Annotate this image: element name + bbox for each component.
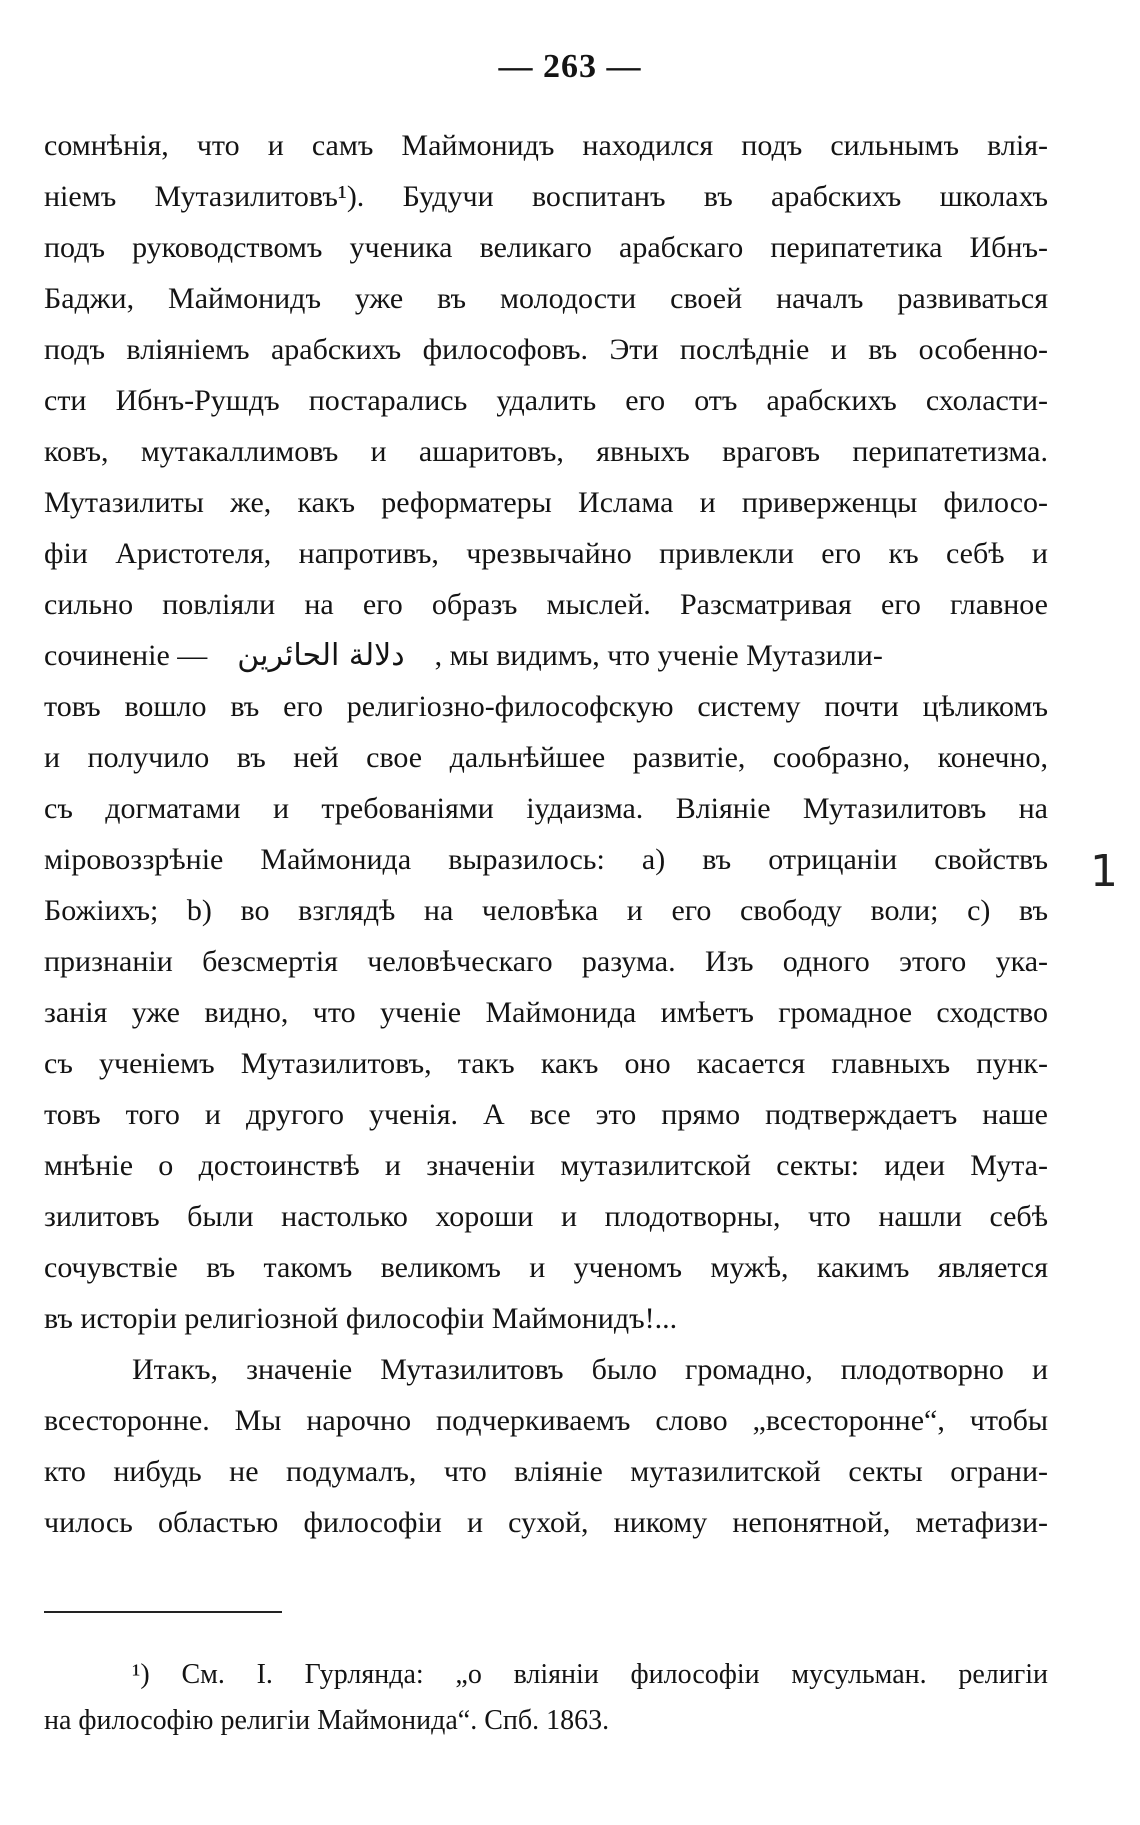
text-line: Мутазилиты же, какъ реформатеры Ислама и приверженцы филосо- (44, 486, 1048, 519)
text-line: сильно повліяли на его образъ мыслей. Разсматривая его главное (44, 588, 1048, 621)
text-line: кто нибудь не подумалъ, что вліяніе мутазилитской секты ограни- (44, 1455, 1048, 1488)
arabic-title: دلالة الحائرين (237, 638, 405, 673)
text-line: фіи Аристотеля, напротивъ, чрезвычайно привлекли его къ себѣ и (44, 537, 1048, 570)
text-line: и получило въ ней свое дальнѣйшее развитіе, сообразно, конечно, (44, 741, 1048, 774)
body-text (44, 120, 1048, 1548)
text-line: товъ вошло въ его религіозно-философскую систему почти цѣликомъ (44, 690, 1048, 723)
text-line: подъ вліяніемъ арабскихъ философовъ. Эти послѣдніе и въ особенно- (44, 333, 1048, 366)
text-line: ковъ, мутакаллимовъ и ашаритовъ, явныхъ враговъ перипатетизма. (44, 435, 1048, 468)
text-line: сочувствіе въ такомъ великомъ и ученомъ мужѣ, какимъ является (44, 1251, 1048, 1284)
text-line: Баджи, Маймонидъ уже въ молодости своей началъ развиваться (44, 282, 1048, 315)
text-line: съ догматами и требованіями іудаизма. Вліяніе Мутазилитовъ на (44, 792, 1048, 825)
footnote-text: См. I. Гурлянда: „о вліяніи философіи мусульман. религіи (181, 1659, 1048, 1690)
text-segment: , мы видимъ, что ученіе Мутазили- (434, 639, 883, 672)
text-line: признаніи безсмертія человѣческаго разума. Изъ одного этого ука- (44, 945, 1048, 978)
text-line-with-arabic (44, 630, 1048, 681)
text-line: товъ того и другого ученія. А все это прямо подтверждаетъ наше (44, 1098, 1048, 1131)
text-segment: сочиненіе — (44, 639, 208, 672)
text-line: міровоззрѣніе Маймонида выразилось: a) въ отрицаніи свойствъ (44, 843, 1048, 876)
text-line: сомнѣнія, что и самъ Маймонидъ находился подъ сильнымъ влія- (44, 129, 1048, 162)
footnote-line: на философію религіи Маймонида“. Спб. 1863. (44, 1705, 610, 1736)
footnote-divider (44, 1611, 282, 1613)
text-line: всестороннe. Мы нарочно подчеркиваемъ слово „всестороннe“, чтобы (44, 1404, 1048, 1437)
text-line: чилось областью философіи и сухой, никому непонятной, метафизи- (44, 1506, 1048, 1539)
handwritten-margin-mark: 1 (1090, 846, 1118, 897)
footnote-line (44, 1652, 1048, 1698)
page-number: — 263 — (498, 48, 642, 85)
text-line: Божіихъ; b) во взглядѣ на человѣка и его свободу воли; c) въ (44, 894, 1048, 927)
text-line: Итакъ, значеніе Мутазилитовъ было громадно, плодотворно и (132, 1353, 1048, 1386)
text-line: сти Ибнъ-Рушдъ постарались удалить его отъ арабскихъ схоласти- (44, 384, 1048, 417)
text-line: съ ученіемъ Мутазилитовъ, такъ какъ оно касается главныхъ пунк- (44, 1047, 1048, 1080)
footnote-marker: ¹) (132, 1659, 150, 1690)
text-line: занія уже видно, что ученіе Маймонида имѣетъ громадное сходство (44, 996, 1048, 1029)
text-line: мнѣніе о достоинствѣ и значеніи мутазилитской секты: идеи Мута- (44, 1149, 1048, 1182)
text-line: ніемъ Мутазилитовъ¹). Будучи воспитанъ въ арабскихъ школахъ (44, 180, 1048, 213)
text-line: подъ руководствомъ ученика великаго арабскаго перипатетика Ибнъ- (44, 231, 1048, 264)
text-line: въ исторіи религіозной философіи Маймонидъ!... (44, 1302, 678, 1335)
text-line: зилитовъ были настолько хороши и плодотворны, что нашли себѣ (44, 1200, 1048, 1233)
footnote (44, 1652, 1048, 1744)
